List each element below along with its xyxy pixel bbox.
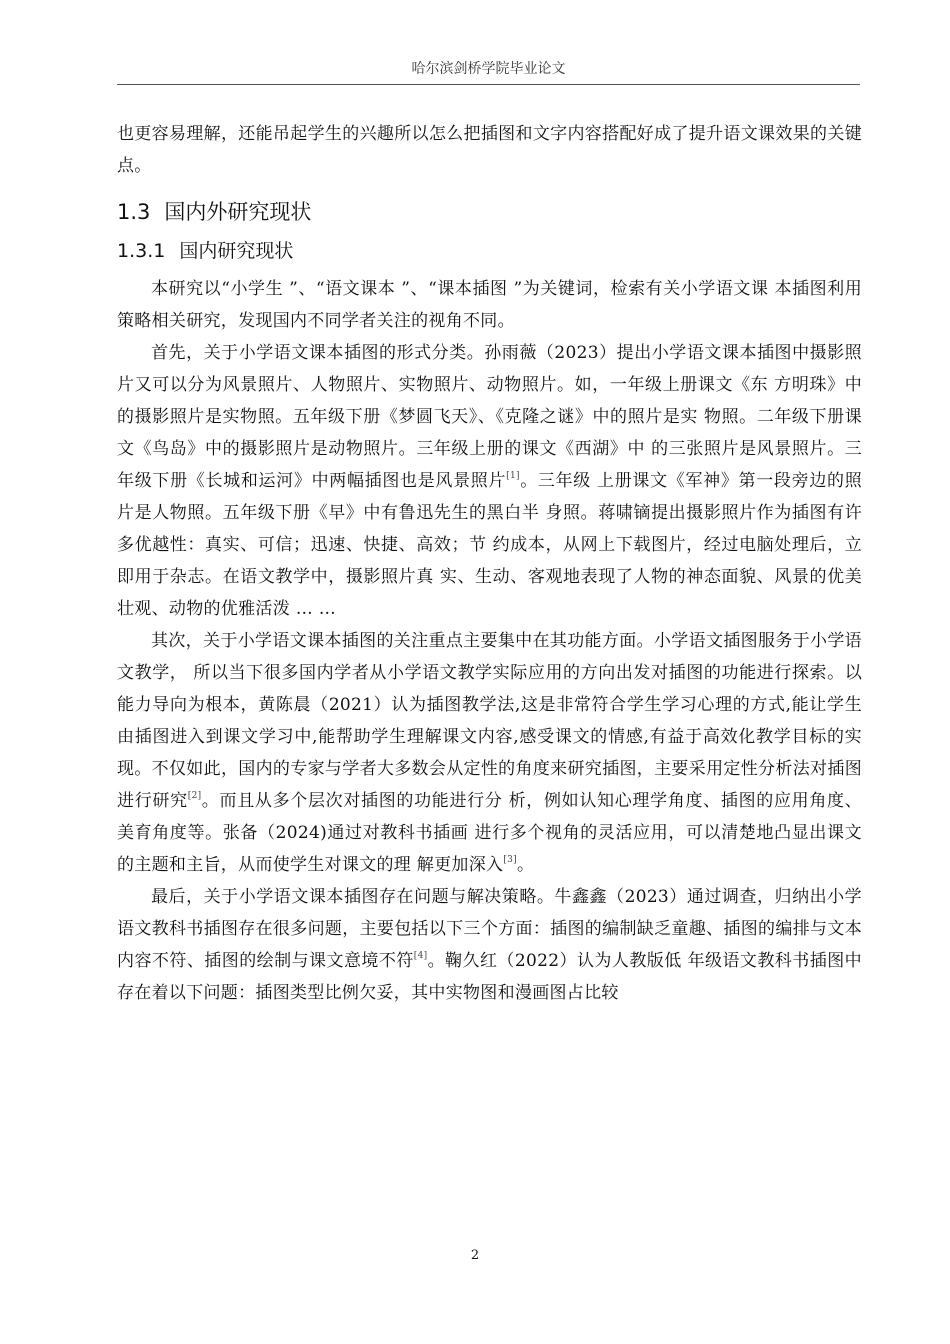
paragraph-form-classification bbox=[117, 337, 862, 625]
header-title: 哈尔滨剑桥学院毕业论文 bbox=[411, 61, 566, 77]
paragraph-text: 。而且从多个层次对插图的功能进行分 析，例如认知心理学角度、插图的应用角度、美育角度等。张备（2024)通过对教科书插画 进行多个视角的灵活应用，可以清楚地凸显出课文的主题和主旨，从而使学生对课文的理 解更加深入 bbox=[117, 791, 862, 875]
paragraph-keywords: 本研究以“小学生 ”、“语文课本 ”、“课本插图 ”为关键词，检索有关小学语文课 本插图利用策略相关研究，发现国内不同学者关注的视角不同。 bbox=[117, 279, 862, 331]
paragraph-text: 。鞠久红（2022）认为人教版低 年级语文教科书插图中存在着以下问题：插图类型比例欠妥，其中实物图和漫画图占比较 bbox=[117, 951, 862, 1003]
subsection-number: 1.3.1 bbox=[117, 240, 166, 262]
citation-ref: [4] bbox=[413, 951, 428, 961]
paragraph-text: 首先，关于小学语文课本插图的形式分类。孙雨薇（2023）提出小学语文课本插图中摄影照片又可以分为风景照片、人物照片、实物照片、动物照片。如，一年级上册课文《东 方明珠》中的摄影照片是实物照。五年级下册《梦圆飞天》、《克隆之谜》中的照片是实 物照。二年级下册课文《鸟岛》中的摄影照片是动物照片。三年级上册的课文《西湖》中 的三张照片是风景照片。三年级下册《长城和运河》中两幅插图也是风景照片 bbox=[117, 343, 862, 491]
paragraph-text: 。三年级 上册课文《军神》第一段旁边的照片是人物照。五年级下册《早》中有鲁迅先生的黑白半 身照。蒋啸镝提出摄影照片作为插图有许多优越性：真实、可信；迅速、快捷、高效；节 约成本，从网上下载图片，经过电脑处理后，立即用于杂志。在语文教学中，摄影照片真 实、生动、客观地表现了人物的神态面貌、风景的优美壮观、动物的优雅活泼 … … bbox=[117, 471, 862, 619]
section-heading bbox=[117, 196, 862, 226]
subsection-heading bbox=[117, 236, 862, 263]
citation-ref: [1] bbox=[506, 471, 520, 481]
page-header bbox=[117, 58, 860, 85]
section-number: 1.3 bbox=[117, 200, 151, 224]
subsection-title: 国内研究现状 bbox=[179, 240, 294, 262]
page-number: 2 bbox=[470, 1248, 480, 1263]
intro-paragraph: 也更容易理解，还能吊起学生的兴趣所以怎么把插图和文字内容搭配好成了提升语文课效果的关键点。 bbox=[117, 124, 862, 176]
page-body bbox=[117, 118, 862, 1009]
paragraph-function-focus bbox=[117, 625, 862, 881]
citation-ref: [3] bbox=[503, 855, 517, 865]
paragraph-text: 。 bbox=[516, 855, 535, 875]
paragraph-text: 最后，关于小学语文课本插图存在问题与解决策略。牛鑫鑫（2023）通过调查，归纳出小学语文教科书插图存在很多问题，主要包括以下三个方面：插图的编制缺乏童趣、插图的编排与文本内容不符、插图的绘制与课文意境不符 bbox=[117, 887, 862, 971]
citation-ref: [2] bbox=[187, 791, 202, 801]
section-title: 国内外研究现状 bbox=[164, 200, 312, 224]
paragraph-problems-strategies bbox=[117, 881, 862, 1009]
paragraph-text: 其次，关于小学语文课本插图的关注重点主要集中在其功能方面。小学语文插图服务于小学语文教学， 所以当下很多国内学者从小学语文教学实际应用的方向出发对插图的功能进行探索。以能力导向为根本，黄陈晨（2021）认为插图教学法,这是非常符合学生学习心理的方式,能让学生由插图进入到课文学习中,能帮助学生理解课文内容,感受课文的情感,有益于高效化教学目标的实现。不仅如此，国内的专家与学者大多数会从定性的角度来研究插图，主要采用定性分析法对插图进行研究 bbox=[117, 631, 862, 811]
